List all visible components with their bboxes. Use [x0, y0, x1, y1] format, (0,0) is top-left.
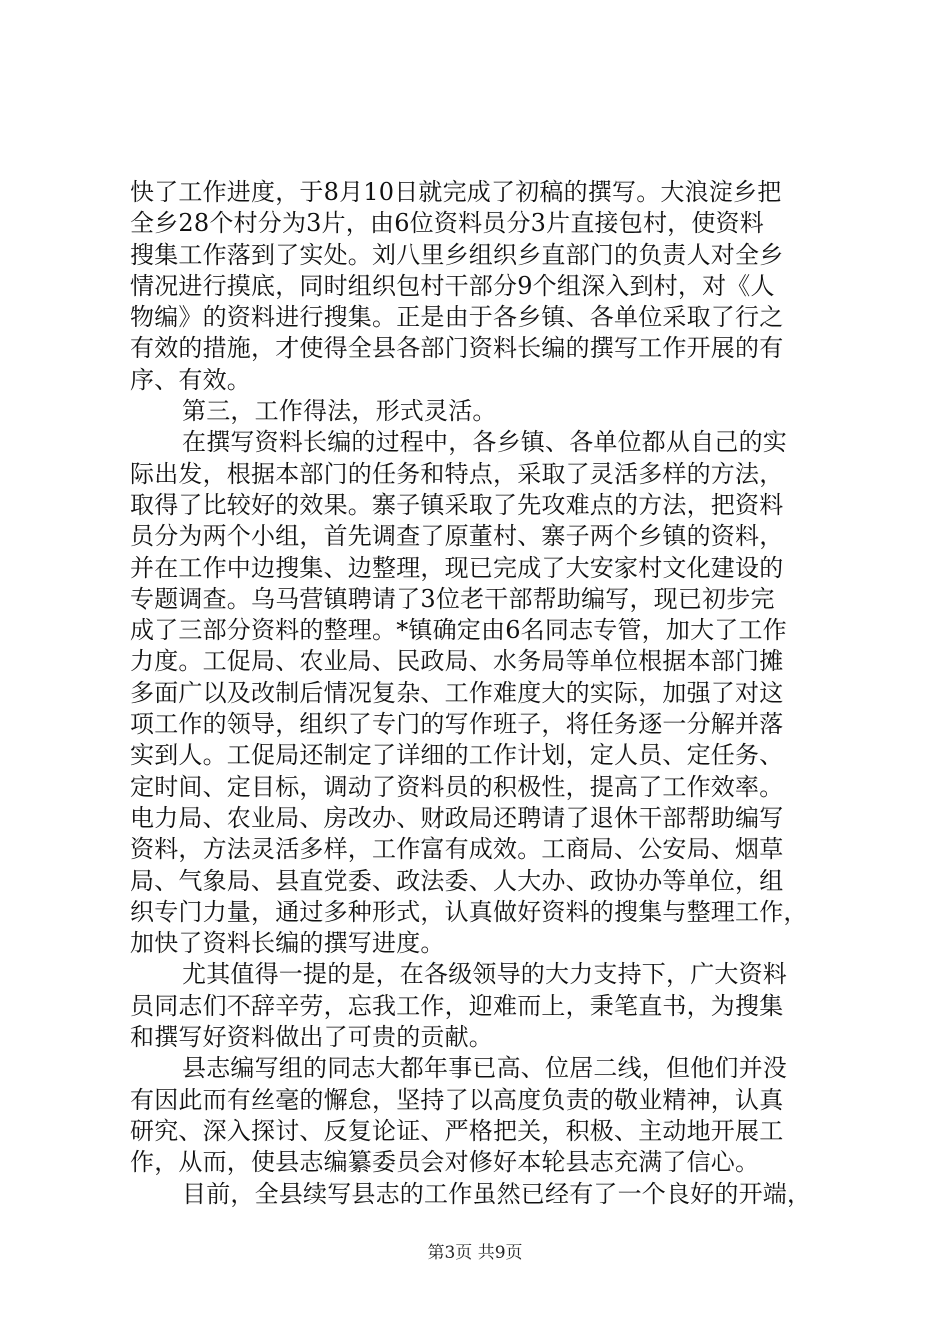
section-heading: 第三，工作得法，形式灵活。 [182, 397, 497, 426]
text-line: 加快了资料长编的撰写进度。 [130, 929, 445, 958]
document-body [130, 177, 830, 1210]
text-line: 快了工作进度，于8月10日就完成了初稿的撰写。大浪淀乡把 [130, 178, 782, 206]
text-line: 项工作的领导，组织了专门的写作班子，将任务逐一分解并落 [130, 710, 784, 739]
text-line: 并在工作中边搜集、边整理，现已完成了大安家村文化建设的 [130, 553, 784, 582]
text-line: 力度。工促局、农业局、民政局、水务局等单位根据本部门摊 [130, 647, 784, 676]
text-line: 多面广以及改制后情况复杂、工作难度大的实际，加强了对这 [130, 678, 784, 707]
text-line: 序、有效。 [130, 365, 251, 394]
text-line: 际出发，根据本部门的任务和特点，采取了灵活多样的方法， [130, 459, 784, 488]
text-line: 搜集工作落到了实处。刘八里乡组织乡直部门的负责人对全乡 [130, 240, 784, 269]
text-line: 情况进行摸底，同时组织包村干部分9个组深入到村，对《人 [130, 271, 775, 300]
text-line: 研究、深入探讨、反复论证、严格把关，积极、主动地开展工 [130, 1116, 784, 1145]
text-line: 物编》的资料进行搜集。正是由于各乡镇、各单位采取了行之 [130, 303, 784, 332]
text-line: 县志编写组的同志大都年事已高、位居二线，但他们并没 [182, 1054, 787, 1083]
text-line: 电力局、农业局、房改办、财政局还聘请了退休干部帮助编写 [130, 803, 784, 832]
text-line: 在撰写资料长编的过程中，各乡镇、各单位都从自己的实 [182, 428, 787, 457]
text-line: 织专门力量，通过多种形式，认真做好资料的搜集与整理工作， [130, 897, 808, 926]
text-line: 取得了比较好的效果。寨子镇采取了先攻难点的方法，把资料 [130, 490, 784, 519]
text-line: 有因此而有丝毫的懈怠，坚持了以高度负责的敬业精神，认真 [130, 1085, 784, 1114]
text-line: 有效的措施，才使得全县各部门资料长编的撰写工作开展的有 [130, 334, 784, 363]
text-line: 定时间、定目标，调动了资料员的积极性，提高了工作效率。 [130, 772, 784, 801]
text-line: 专题调查。乌马营镇聘请了3位老干部帮助编写，现已初步完 [130, 584, 775, 613]
text-line: 目前，全县续写县志的工作虽然已经有了一个良好的开端， [182, 1179, 812, 1208]
text-line: 资料，方法灵活多样，工作富有成效。工商局、公安局、烟草 [130, 835, 784, 864]
text-line: 员同志们不辞辛劳，忘我工作，迎难而上，秉笔直书，为搜集 [130, 991, 784, 1020]
text-line: 实到人。工促局还制定了详细的工作计划，定人员、定任务、 [130, 741, 784, 770]
text-line: 尤其值得一提的是，在各级领导的大力支持下，广大资料 [182, 960, 787, 989]
text-line: 成了三部分资料的整理。*镇确定由6名同志专管，加大了工作 [130, 616, 787, 645]
text-line: 局、气象局、县直党委、政法委、人大办、政协办等单位，组 [130, 866, 784, 895]
page-footer: 第3页 共9页 [427, 1243, 523, 1263]
text-line: 作，从而，使县志编纂委员会对修好本轮县志充满了信心。 [130, 1148, 760, 1177]
text-line: 员分为两个小组，首先调查了原董村、寨子两个乡镇的资料， [130, 522, 784, 551]
text-line: 和撰写好资料做出了可贵的贡献。 [130, 1023, 493, 1052]
text-line: 全乡28个村分为3片，由6位资料员分3片直接包村，使资料 [130, 209, 764, 238]
